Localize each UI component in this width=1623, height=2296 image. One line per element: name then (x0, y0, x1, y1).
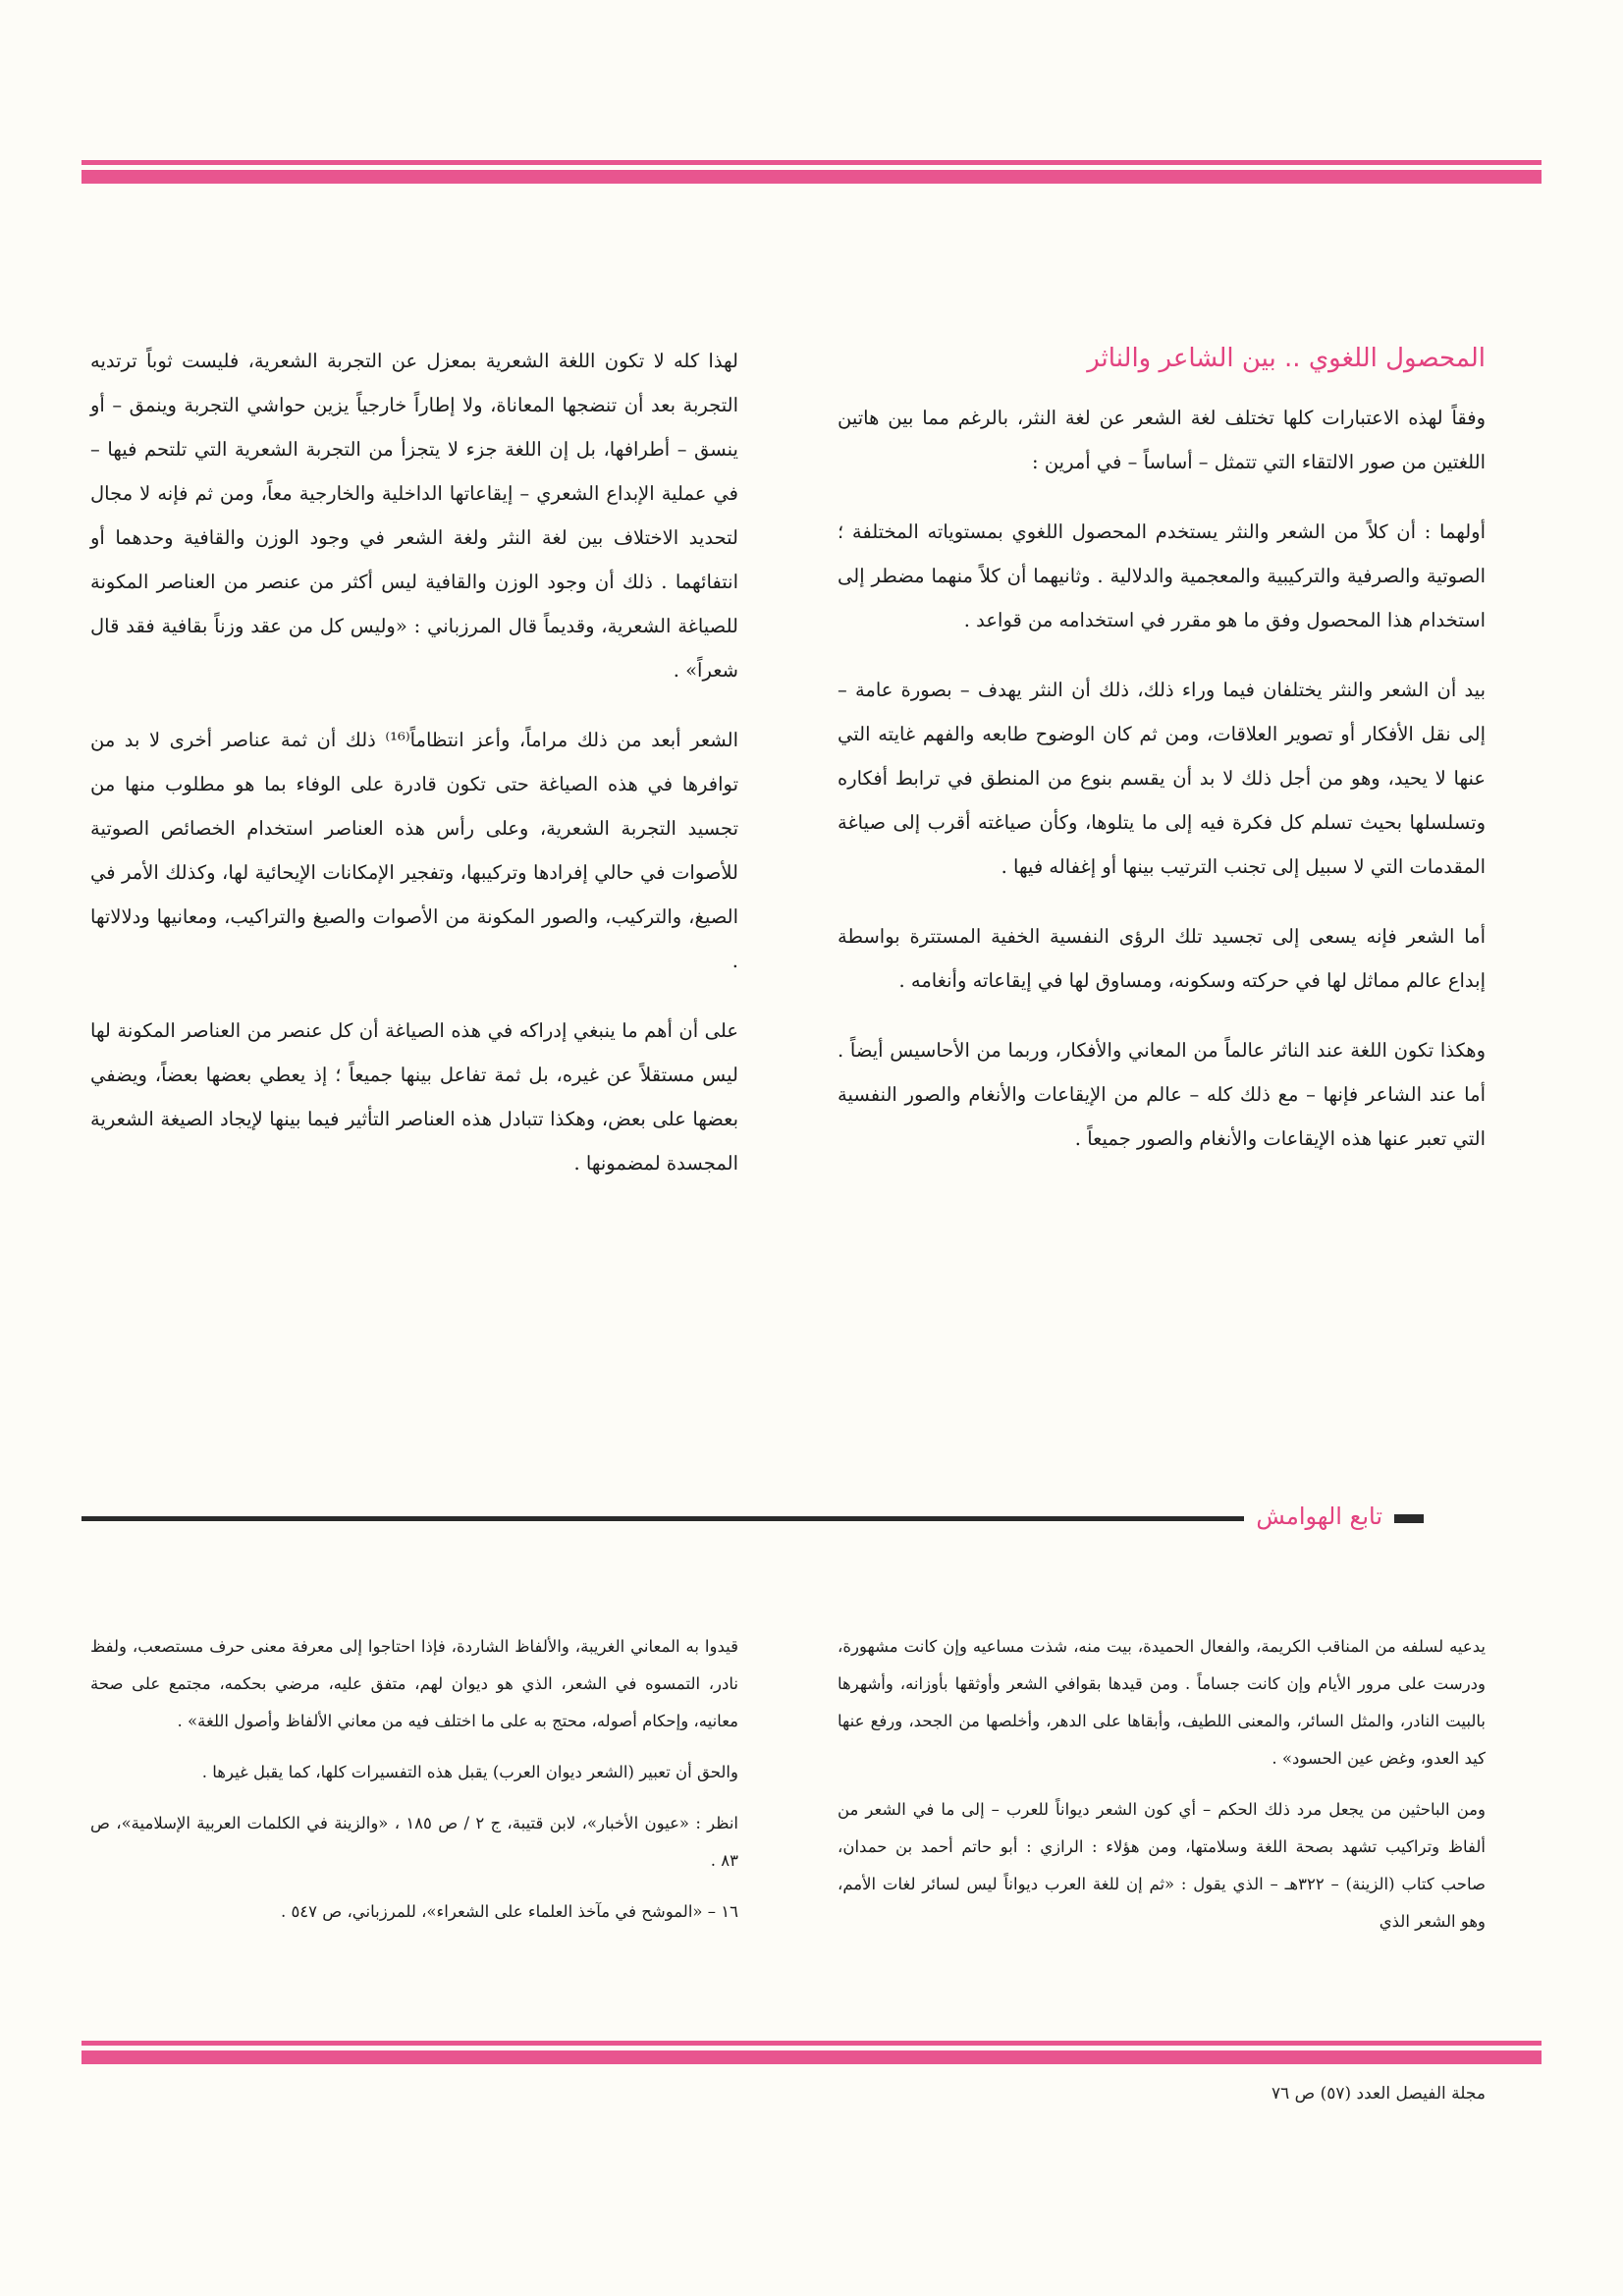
paragraph: الشعر أبعد من ذلك مراماً، وأعز انتظاماً⁽¹⁶⁾ ذلك أن ثمة عناصر أخرى لا بد من توافرها في هذه الصياغة حتى تكون قادرة على الوفاء بما هو مطلوب منها من تجسيد التجربة الشعرية، وعلى رأس هذه العناصر استخدام الخصائص الصوتية للأصوات في حالي إفرادها وتركيبها، وتفجير الإمكانات الإيحائية لها، وكذلك الأمر في الصيغ، والتركيب، والصور المكونة من الأصوات والصيغ والتراكيب، ومعانيها ودلالاتها . (90, 729, 738, 972)
article-left-column (90, 339, 738, 1211)
footnote: ١٦ – «الموشح في مآخذ العلماء على الشعراء»، للمرزباني، ص ٥٤٧ . (280, 1902, 738, 1921)
notes-left-column (90, 1628, 738, 1944)
paragraph: وهكذا تكون اللغة عند الناثر عالماً من المعاني والأفكار، وربما من الأحاسيس أيضاً . أما عند الشاعر فإنها – مع ذلك كله – عالم من الإيقاعات والأنغام والصور النفسية التي تعبر عنها هذه الإيقاعات والأنغام والصور جميعاً . (838, 1039, 1486, 1150)
paragraph: على أن أهم ما ينبغي إدراكه في هذه الصياغة أن كل عنصر من العناصر المكونة لها ليس مستقلاً عن غيره، بل ثمة تفاعل بينها جميعاً ؛ إذ يعطي بعضها بعضاً، ويضفي بعضها على بعض، وهكذا تتبادل هذه العناصر التأثير فيما بينها لإيجاد الصيغة الشعرية المجسدة لمضمونها . (90, 1019, 738, 1175)
top-band-thin-line (81, 160, 1542, 165)
notes-label: تابع الهوامش (1244, 1503, 1394, 1530)
separator-rule (81, 1516, 1345, 1521)
notes-separator (81, 1503, 1542, 1534)
bottom-pink-band (81, 2041, 1542, 2066)
paragraph: أما الشعر فإنه يسعى إلى تجسيد تلك الرؤى النفسية الخفية المستترة بواسطة إبداع عالم مماثل لها في حركته وسكونه، ومساوق لها في إيقاعاته وأنغامه . (838, 925, 1486, 992)
top-pink-band (81, 160, 1542, 186)
paragraph: أولهما : أن كلاً من الشعر والنثر يستخدم المحصول اللغوي بمستوياته المختلفة ؛ الصوتية والصرفية والتركيبية والمعجمية والدلالية . وثانيهما أن كلاً منهما مضطر إلى استخدام هذا المحصول وفق ما هو مقرر في استخدامه من قواعد . (838, 520, 1486, 631)
bottom-band-thick-line (81, 2050, 1542, 2064)
page-footer: مجلة الفيصل العدد (٥٧) ص ٧٦ (1271, 2084, 1486, 2104)
footnote: انظر : «عيون الأخبار»، لابن قتيبة، ج ٢ / ص ١٨٥ ، «والزينة في الكلمات العربية الإسلامية»، ص ٨٣ . (90, 1814, 738, 1870)
bottom-band-thin-line (81, 2041, 1542, 2046)
section-heading: المحصول اللغوي .. بين الشاعر والناثر (1087, 344, 1486, 373)
footnote: والحق أن تعبير (الشعر ديوان العرب) يقبل هذه التفسيرات كلها، كما يقبل غيرها . (201, 1763, 738, 1781)
footnote: ومن الباحثين من يجعل مرد ذلك الحكم – أي كون الشعر ديواناً للعرب – إلى ما في الشعر من ألفاظ وتراكيب تشهد بصحة اللغة وسلامتها، ومن هؤلاء : الرازي : أبو حاتم أحمد بن حمدان، صاحب كتاب (الزينة) – ٣٢٢هـ – الذي يقول : «ثم إن للغة العرب ديواناً ليس لسائر لغات الأمم، وهو الشعر الذي (838, 1800, 1486, 1931)
footnote: قيدوا به المعاني الغريبة، والألفاظ الشاردة، فإذا احتاجوا إلى معرفة معنى حرف مستصعب، ولفظ نادر، التمسوه في الشعر، الذي هو ديوان لهم، متفق عليه، مرضي بحكمه، مجتمع على صحة معانيه، وإحكام أصوله، محتج به على ما اختلف فيه من معاني الألفاظ وأصول اللغة» . (90, 1637, 738, 1730)
footnote: يدعيه لسلفه من المناقب الكريمة، والفعال الحميدة، بيت منه، شذت مساعيه وإن كانت مشهورة، ودرست على مرور الأيام وإن كانت جساماً . ومن قيدها بقوافي الشعر وأوثقها بأوزانه، وأشهرها بالبيت النادر، والمثل السائر، والمعنى اللطيف، وأبقاها على الدهر، وأخلصها من الجحد، ورفع عنها كيد العدو، وغض عين الحسود» . (838, 1637, 1486, 1768)
top-band-thick-line (81, 170, 1542, 184)
article-right-column (838, 339, 1486, 1186)
paragraph: لهذا كله لا تكون اللغة الشعرية بمعزل عن التجربة الشعرية، فليست ثوباً ترتديه التجربة بعد أن تنضجها المعاناة، ولا إطاراً خارجياً يزين حواشي التجربة وينمق – أو ينسق – أطرافها، بل إن اللغة جزء لا يتجزأ من التجربة الشعرية التي تلتحم فيها – في عملية الإبداع الشعري – إيقاعاتها الداخلية والخارجية معاً، ومن ثم فإنه لا مجال لتحديد الاختلاف بين لغة النثر ولغة الشعر في وجود الوزن والقافية وحدهما أو انتفائهما . ذلك أن وجود الوزن والقافية ليس أكثر من عنصر من العناصر المكونة للصياغة الشعرية، وقديماً قال المرزباني : «وليس كل من عقد وزناً بقافية فقد قال شعراً» . (90, 350, 738, 682)
notes-right-column (838, 1628, 1486, 1954)
paragraph: بيد أن الشعر والنثر يختلفان فيما وراء ذلك، ذلك أن النثر يهدف – بصورة عامة – إلى نقل الأفكار أو تصوير العلاقات، ومن ثم كان الوضوح طابعه والفهم غايته التي عنها لا يحيد، وهو من أجل ذلك لا بد أن يقسم بنوع من المنطق في ترابط أفكاره وتسلسلها بحيث تسلم كل فكرة فيه إلى ما يتلوها، وكأن صياغته أقرب إلى صياغة المقدمات التي لا سبيل إلى تجنب الترتيب بينها أو إغفاله فيها . (838, 679, 1486, 878)
paragraph: وفقاً لهذه الاعتبارات كلها تختلف لغة الشعر عن لغة النثر، بالرغم مما بين هاتين اللغتين من صور الالتقاء التي تتمثل – أساساً – في أمرين : (838, 407, 1486, 473)
